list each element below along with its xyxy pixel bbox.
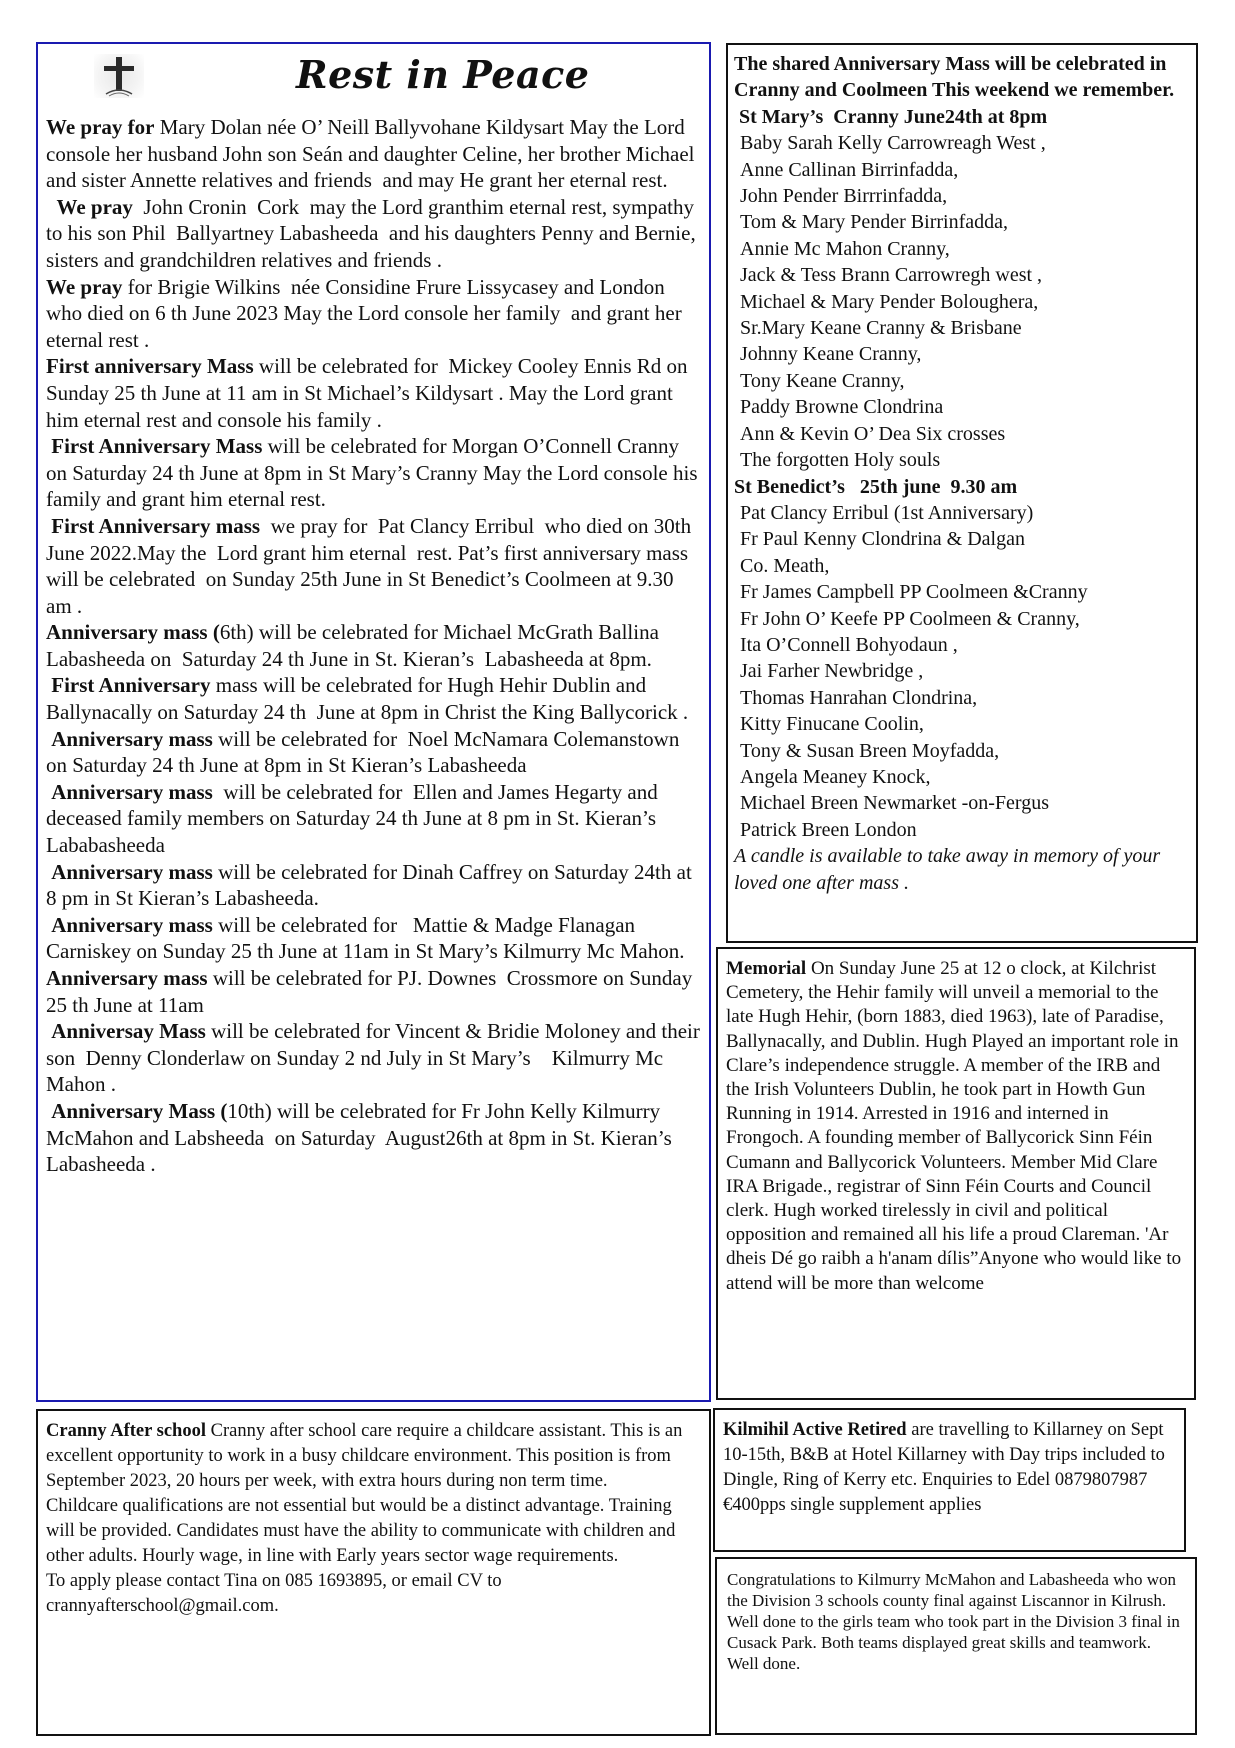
rip-notice bbox=[46, 672, 701, 725]
rip-notice bbox=[46, 194, 701, 274]
remembered-name: Anne Callinan Birrinfadda, bbox=[740, 158, 959, 181]
rip-notice-body: will be celebrated for PJ. Downes Crossmore on Sunday 25 th June at 11am bbox=[46, 966, 698, 1017]
rip-notice-heading: First Anniversary Mass bbox=[46, 434, 263, 459]
rip-notice-heading: Anniversary mass bbox=[46, 779, 213, 804]
rip-notice-heading: Anniversary mass bbox=[46, 859, 213, 884]
mass-section-heading: St Mary’s Cranny June24th at 8pm bbox=[734, 105, 1048, 128]
afterschool-para2: Childcare qualifications are not essential but would be a distinct advantage. Training will be provided. Candidates must have the ability to communicate with children and other adults. Hourly wage, in line with Early years sector wage requirements. bbox=[46, 1496, 676, 1566]
rip-notice-body: 6th) will be celebrated for Michael McGrath Ballina Labasheeda on Saturday 24 th June in St. Kieran’s Labasheeda at 8pm. bbox=[46, 620, 665, 671]
remembered-name: Kitty Finucane Coolin, bbox=[740, 713, 924, 736]
rip-notice-body: 10th) will be celebrated for Fr John Kelly Kilmurry McMahon and Labsheeda on Saturday August26th at 8pm in St. Kieran’s Labasheeda . bbox=[46, 1098, 678, 1177]
retired-heading: Kilmihil Active Retired bbox=[723, 1420, 907, 1440]
retired-price: €400pps single supplement applies bbox=[723, 1495, 982, 1515]
remembered-name: Tony Keane Cranny, bbox=[740, 369, 905, 392]
rip-notice-body: will be celebrated for Mattie & Madge Flanagan Carniskey on Sunday 25 th June at 11am in St Mary’s Kilmurry Mc Mahon. bbox=[46, 912, 685, 964]
shared-mass-intro bbox=[734, 51, 1190, 104]
active-retired-box bbox=[713, 1408, 1186, 1552]
rip-notice bbox=[46, 619, 701, 672]
rip-notice-body: will be celebrated for Dinah Caffrey on Saturday 24th at 8 pm in St Kieran’s Labasheeda. bbox=[46, 859, 698, 911]
page-title: Rest in Peace bbox=[296, 52, 590, 97]
congrats-text: Congratulations to Kilmurry McMahon and Labasheeda who won the Division 3 schools county final against Liscannor in Kilrush. Well done to the girls team who took part in the Division 3 final in Cusack Park. Both teams displayed great skills and teamwork. Well done. bbox=[727, 1570, 1180, 1673]
afterschool-box bbox=[36, 1409, 711, 1736]
retired-body: are travelling to Killarney on Sept 10-15th, B&B at Hotel Killarney with Day trips included to Dingle, Ring of Kerry etc. Enquiries to Edel 0879807987 bbox=[723, 1420, 1165, 1490]
afterschool-text1: Cranny after school care require a childcare assistant. This is an excellent opportunity to work in a busy childcare environment. This position is from September 2023, 20 hours per week, with extra hours during non term time. bbox=[46, 1421, 683, 1491]
rip-notice bbox=[46, 779, 701, 859]
rip-notice-body: will be celebrated for Mickey Cooley Ennis Rd on Sunday 25 th June at 11 am in St Michael’s Kildysart . May the Lord grant him eternal rest and console his family . bbox=[46, 354, 693, 432]
memorial-box bbox=[716, 947, 1196, 1400]
rip-notice-heading: First anniversary Mass bbox=[46, 354, 254, 379]
rip-notice-body: mass will be celebrated for Hugh Hehir Dublin and Ballynacally on Saturday 24 th June at 8pm in Christ the King Ballycorick . bbox=[46, 673, 689, 725]
memorial-body: On Sunday June 25 at 12 o clock, at Kilchrist Cemetery, the Hehir family will unveil a memorial to the late Hugh Hehir, (born 1883, died 1963), late of Paradise, Ballynacally, and Dublin. Hugh Played an important role in Clare’s independence struggle. A member of the IRB and the Irish Volunteers Dublin, he took part in Howth Gun Running in 1914. Arrested in 1916 and interned in Frongoch. A founding member of Ballycorick Sinn Féin Cumann and Ballycorick Volunteers. Member Mid Clare IRA Brigade., registrar of Sinn Féin Courts and Council clerk. Hugh worked tirelessly in civil and political opposition and remained all his life a proud Clareman. 'Ar dheis Dé go raibh a h'anam dílis”Anyone who would like to attend will be more than welcome bbox=[726, 958, 1182, 1294]
remembered-name: Baby Sarah Kelly Carrowreagh West , bbox=[740, 132, 1046, 155]
rip-notice-heading: Anniversary mass bbox=[46, 912, 213, 937]
candle-note: A candle is available to take away in memory of your loved one after mass . bbox=[734, 845, 1161, 894]
rip-notice bbox=[46, 726, 701, 779]
rip-notice-heading: Anniversary mass ( bbox=[46, 620, 220, 645]
remembered-name: Sr.Mary Keane Cranny & Brisbane bbox=[740, 317, 1022, 340]
remembered-name: Michael Breen Newmarket -on-Fergus bbox=[740, 792, 1049, 815]
rip-notice-body: Mary Dolan née O’ Neill Ballyvohane Kildysart May the Lord console her husband John son Seán and daughter Celine, her brother Michael and sister Annette relatives and friends and may He grant her eternal rest. bbox=[46, 115, 700, 193]
rip-notice bbox=[46, 1018, 706, 1098]
rip-notice bbox=[46, 965, 701, 1018]
rip-notice-heading: We pray bbox=[46, 274, 123, 299]
remembered-name: Jack & Tess Brann Carrowregh west , bbox=[740, 264, 1043, 287]
rip-notice-body: will be celebrated for Morgan O’Connell Cranny on Saturday 24 th June at 8pm in St Mary’s Cranny May the Lord console his family and grant him eternal rest. bbox=[46, 434, 703, 512]
rip-notices bbox=[46, 114, 706, 1178]
remembered-name: Michael & Mary Pender Boloughera, bbox=[740, 290, 1039, 313]
remembered-name: John Pender Birrrinfadda, bbox=[740, 185, 948, 208]
remembered-name: Patrick Breen London bbox=[740, 818, 917, 841]
remembered-name: Ann & Kevin O’ Dea Six crosses bbox=[740, 422, 1006, 445]
rip-notice bbox=[46, 274, 701, 354]
remembered-name: Paddy Browne Clondrina bbox=[740, 396, 944, 419]
remembered-name: Tony & Susan Breen Moyfadda, bbox=[740, 739, 1000, 762]
rip-notice-body: John Cronin Cork may the Lord granthim eternal rest, sympathy to his son Phil Ballyartney Labasheeda and his daughters Penny and Bernie, sisters and grandchildren relatives and friends . bbox=[46, 194, 701, 272]
rip-notice-body: will be celebrated for Vincent & Bridie Moloney and their son Denny Clonderlaw on Sunday 2 nd July in St Mary’s Kilmurry Mc Mahon . bbox=[46, 1019, 706, 1097]
rip-notice bbox=[46, 114, 701, 194]
remembered-name: Fr James Campbell PP Coolmeen &Cranny bbox=[740, 581, 1088, 604]
remembered-name: Fr John O’ Keefe PP Coolmeen & Cranny, bbox=[740, 607, 1080, 630]
remembered-name: Pat Clancy Erribul (1st Anniversary) bbox=[740, 501, 1034, 524]
rip-notice-body: will be celebrated for Ellen and James Hegarty and deceased family members on Saturday 24 th June at 8 pm in St. Kieran’s Lababasheeda bbox=[46, 779, 664, 858]
rip-notice-body: will be celebrated for Noel McNamara Colemanstown on Saturday 24 th June at 8pm in St Kieran’s Labasheeda bbox=[46, 726, 690, 778]
remembered-name: Ita O’Connell Bohyodaun , bbox=[740, 633, 958, 656]
shared-mass-box bbox=[726, 43, 1198, 943]
remembered-name: Angela Meaney Knock, bbox=[740, 765, 931, 788]
retired-text bbox=[723, 1418, 1176, 1493]
rip-notice bbox=[46, 859, 701, 912]
remembered-name: Fr Paul Kenny Clondrina & Dalgan bbox=[740, 528, 1025, 551]
remembered-name: Thomas Hanrahan Clondrina, bbox=[740, 686, 978, 709]
remembered-name: Jai Farher Newbridge , bbox=[740, 660, 924, 683]
rip-notice-body: we pray for Pat Clancy Erribul who died on 30th June 2022.May the Lord grant him eternal rest. Pat’s first anniversary mass will be celebrated on Sunday 25th June in St Benedict’s Coolmeen at 9.30 am . bbox=[46, 513, 697, 618]
congratulations-box bbox=[715, 1557, 1197, 1735]
remembered-name: The forgotten Holy souls bbox=[740, 449, 941, 472]
rip-notice-heading: Anniversary Mass ( bbox=[46, 1098, 228, 1123]
intro-text: The shared Anniversary Mass will be celebrated in Cranny and Coolmeen This weekend we remember. bbox=[734, 53, 1175, 102]
rest-in-peace-box bbox=[36, 42, 711, 1402]
rip-notice-body: for Brigie Wilkins née Considine Frure Lissycasey and London who died on 6 th June 2023 May the Lord console her family and grant her eternal rest . bbox=[46, 274, 687, 352]
rip-notice-heading: First Anniversary mass bbox=[46, 513, 261, 538]
rip-notice bbox=[46, 433, 701, 513]
afterschool-heading: Cranny After school bbox=[46, 1421, 206, 1441]
rip-notice bbox=[46, 912, 701, 965]
afterschool-para1 bbox=[46, 1419, 701, 1494]
rip-notice-heading: First Anniversary bbox=[46, 673, 211, 698]
rip-notice bbox=[46, 513, 701, 619]
rip-notice-heading: We pray for bbox=[46, 115, 155, 139]
rip-notice-heading: We pray bbox=[46, 194, 133, 219]
memorial-text bbox=[726, 957, 1188, 1296]
rip-notice bbox=[46, 1098, 701, 1178]
cross-icon bbox=[94, 54, 144, 98]
afterschool-para3: To apply please contact Tina on 085 1693895, or email CV to bbox=[46, 1571, 502, 1591]
shared-mass-sections bbox=[734, 104, 1190, 843]
memorial-heading: Memorial bbox=[726, 958, 807, 979]
remembered-name: Co. Meath, bbox=[740, 554, 830, 577]
rip-notice-heading: Anniversay Mass bbox=[46, 1019, 206, 1044]
rip-notice-heading: Anniversary mass bbox=[46, 726, 213, 751]
remembered-name: Annie Mc Mahon Cranny, bbox=[740, 237, 950, 260]
rip-header bbox=[46, 52, 701, 114]
afterschool-email[interactable]: crannyafterschool@gmail.com. bbox=[46, 1596, 279, 1616]
rip-notice bbox=[46, 353, 701, 433]
mass-section-heading: St Benedict’s 25th june 9.30 am bbox=[734, 475, 1018, 498]
rip-notice-heading: Anniversary mass bbox=[46, 966, 208, 990]
remembered-name: Tom & Mary Pender Birrinfadda, bbox=[740, 211, 1008, 234]
remembered-name: Johnny Keane Cranny, bbox=[740, 343, 922, 366]
